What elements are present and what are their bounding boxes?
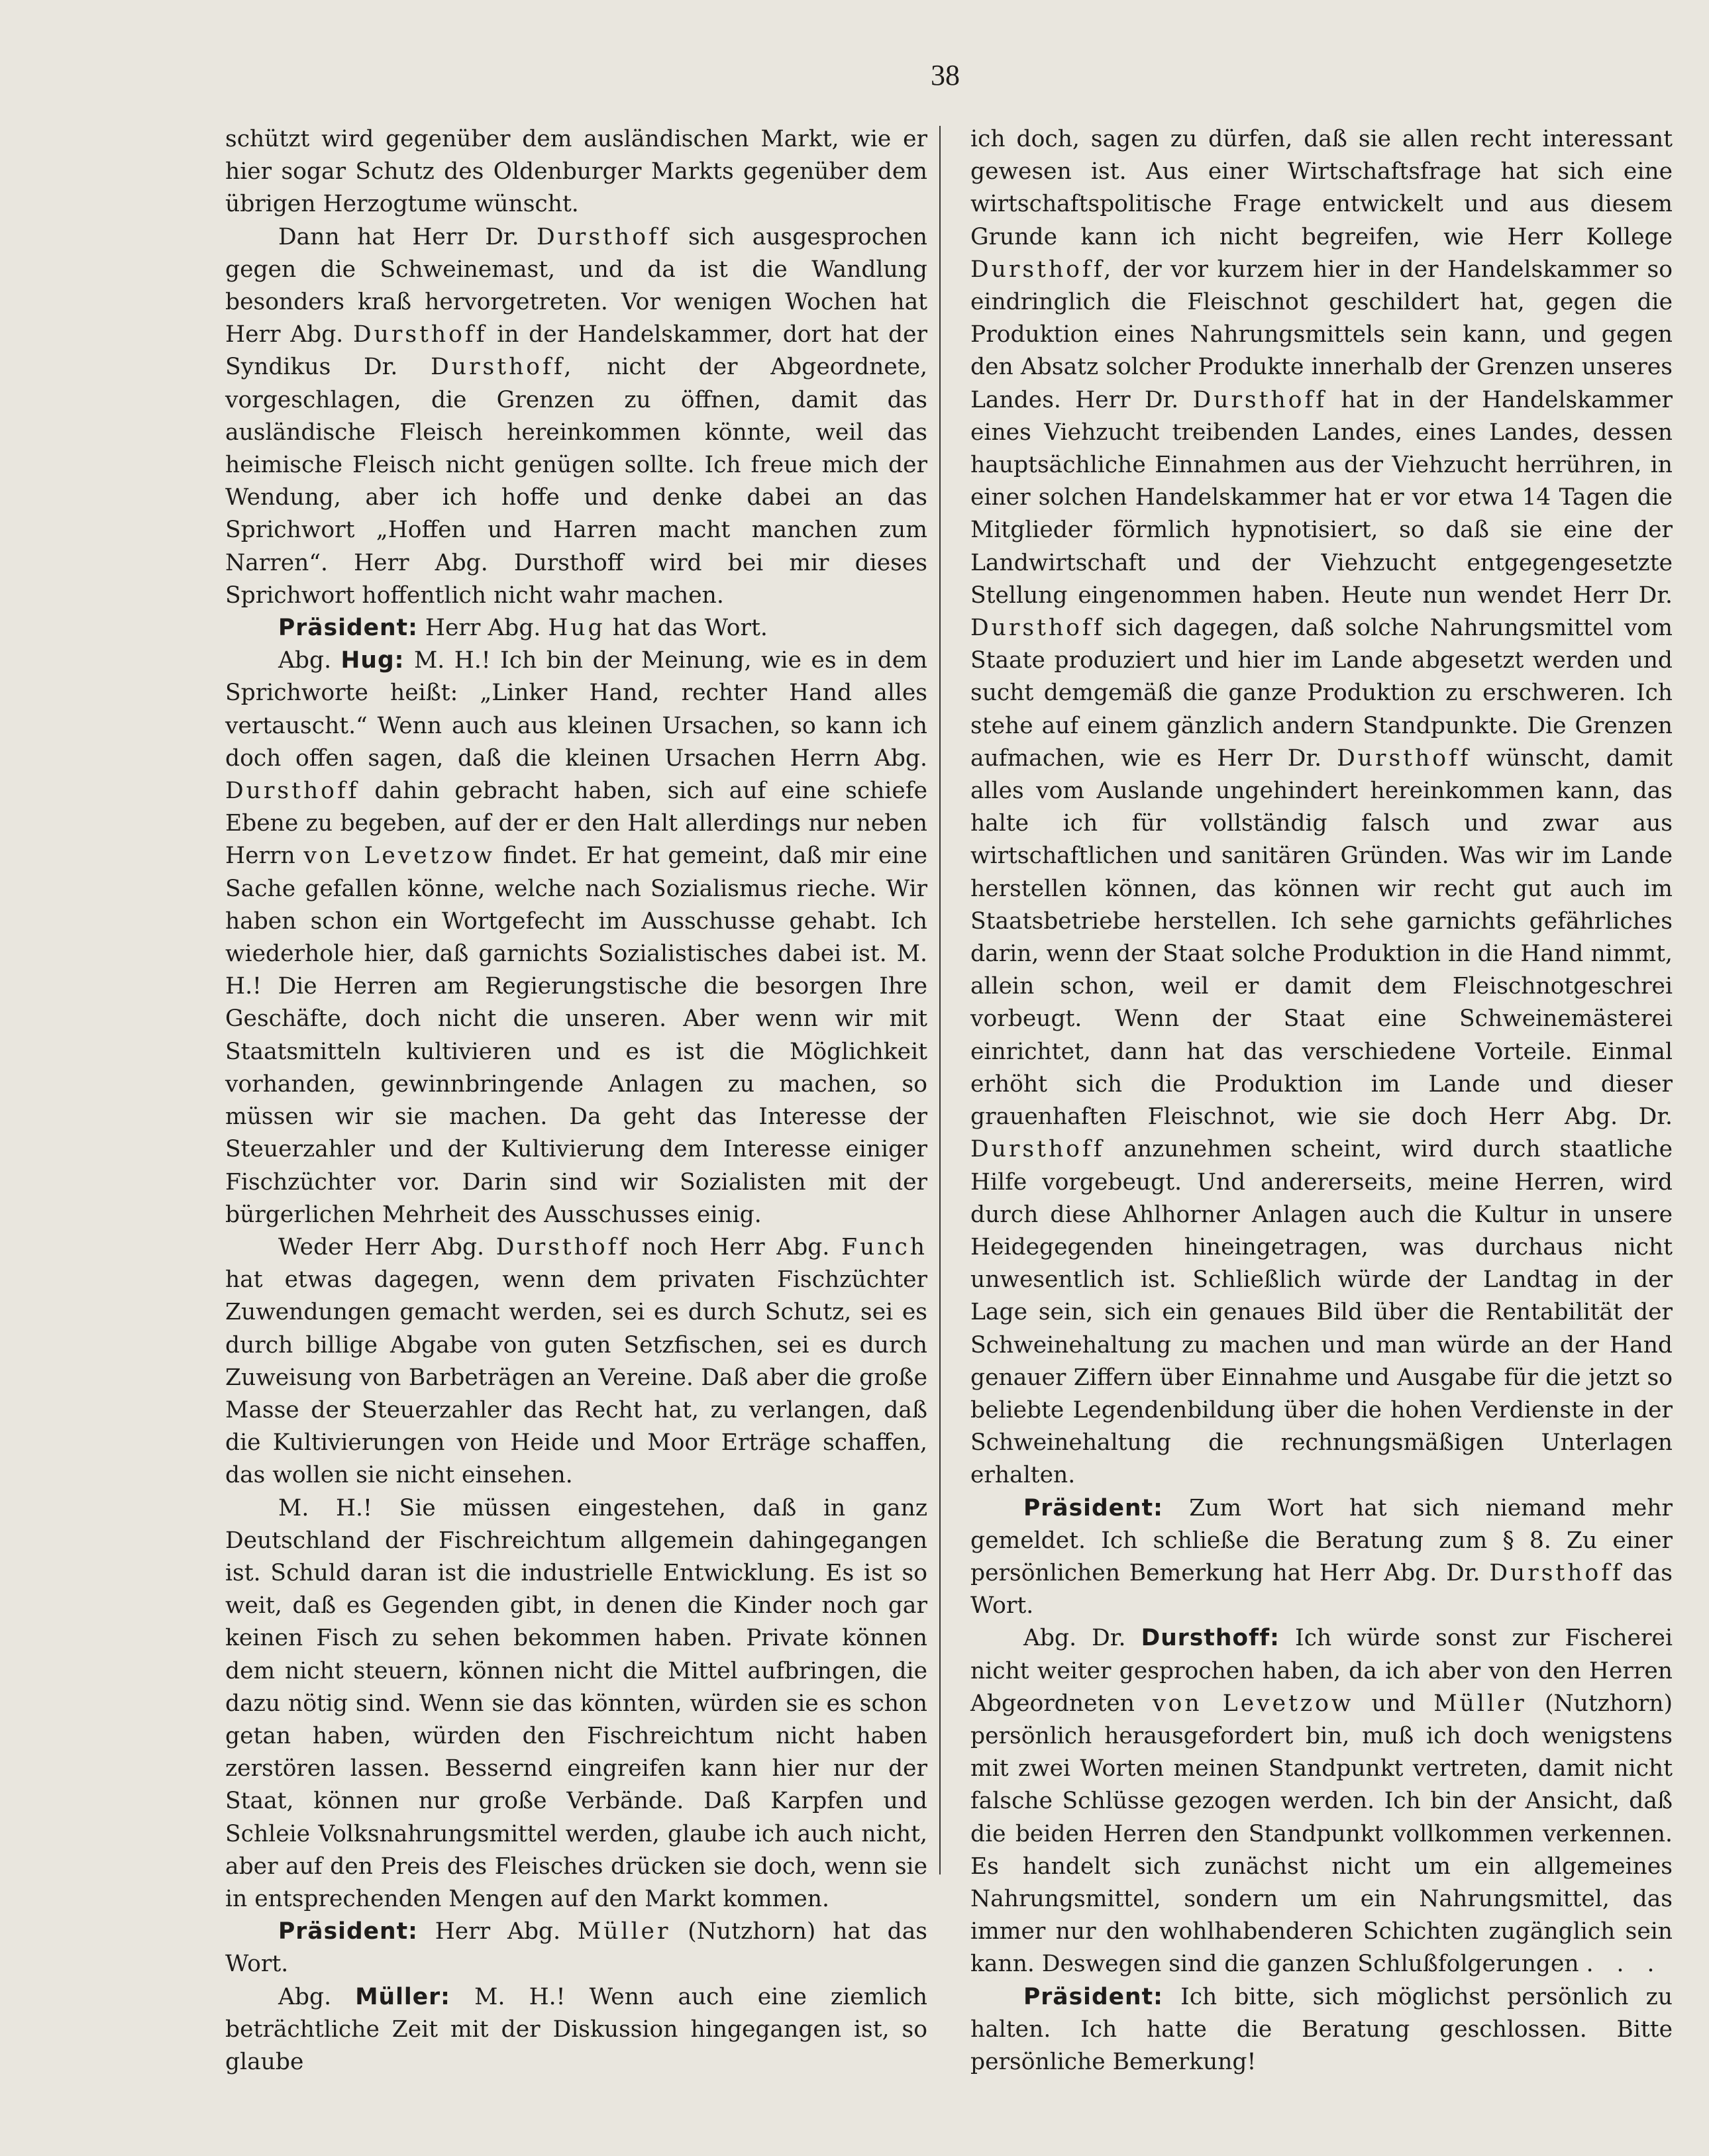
name-spaced: Dursthoff <box>970 1136 1105 1163</box>
speaker-label: Präsident: <box>1023 1983 1163 2010</box>
name-spaced: von Levetzow <box>303 843 495 870</box>
speaker-label: Müller: <box>355 1983 450 2010</box>
column-divider <box>939 126 941 1874</box>
paragraph: Präsident: Zum Wort hat sich niemand mehr gemeldet. Ich schließe die Beratung zum § 8. Zu einer persönlichen Bemerkung hat Herr Abg. Dr. Dursthoff das Wort. <box>970 1494 1673 1619</box>
right-column <box>970 123 1673 2079</box>
name-spaced: Hug <box>548 615 605 642</box>
paragraph: ich doch, sagen zu dürfen, daß sie allen recht interessant gewesen ist. Aus einer Wirtschaftsfrage hat sich eine wirtschaftspolitische Frage entwickelt und aus diesem Grunde kann ich nicht begreifen, wie Herr Kollege Dursthoff, der vor kurzem hier in der Handelskammer so eindringlich die Fleischnot geschildert hat, gegen die Produktion eines Nahrungsmittels sein kann, und gegen den Absatz solcher Produkte innerhalb der Grenzen unseres Landes. Herr Dr. Dursthoff hat in der Handelskammer eines Viehzucht treibenden Landes, eines Landes, dessen hauptsächliche Einnahmen aus der Viehzucht herrühren, in einer solchen Handelskammer hat er vor etwa 14 Tagen die Mitglieder förmlich hypnotisiert, so daß sie eine der Landwirtschaft und der Viehzucht entgegengesetzte Stellung eingenommen haben. Heute nun wendet Herr Dr. Dursthoff sich dagegen, daß solche Nahrungsmittel vom Staate produziert und hier im Lande abgesetzt werden und sucht demgemäß die ganze Produktion zu erschweren. Ich stehe auf einem gänzlich andern Standpunkte. Die Grenzen aufmachen, wie es Herr Dr. Dursthoff wünscht, damit alles vom Auslande ungehindert hereinkommen kann, das halte ich für vollständig falsch und zwar aus wirtschaftlichen und sanitären Gründen. Was wir im Lande herstellen können, das können wir recht gut auch im Staatsbetriebe herstellen. Ich sehe garnichts gefährliches darin, wenn der Staat solche Produktion in die Hand nimmt, allein schon, weil er damit dem Fleischnotgeschrei vorbeugt. Wenn der Staat eine Schweinemästerei einrichtet, dann hat das verschiedene Vorteile. Einmal erhöht sich die Produktion im Lande und dieser grauenhaften Fleischnot, wie sie doch Herr Abg. Dr. Dursthoff anzunehmen scheint, wird durch staatliche Hilfe vorgebeugt. Und andererseits, meine Herren, wird durch diese Ahlhorner Anlagen auch die Kultur in unsere Heidegegenden hineingetragen, was durchaus nicht unwesentlich ist. Schließlich würde der Landtag in der Lage sein, sich ein genaues Bild über die Rentabilität der Schweinehaltung zu machen und man würde an der Hand genauer Ziffern über Einnahme und Ausgabe für die jetzt so beliebte Legendenbildung über die hohen Verdienste in der Schweinehaltung die rechnungsmäßigen Unterlagen erhalten. <box>970 126 1673 1489</box>
name-spaced: von Levetzow <box>1153 1690 1354 1717</box>
speaker-label: Dursthoff: <box>1141 1625 1280 1652</box>
name-spaced: Dursthoff <box>1489 1559 1624 1586</box>
name-spaced: Dursthoff <box>537 223 671 250</box>
name-spaced: Dursthoff <box>352 321 488 348</box>
name-spaced: Dursthoff <box>495 1233 631 1260</box>
name-spaced: Dursthoff <box>1337 744 1471 772</box>
paragraph: Dann hat Herr Dr. Dursthoff sich ausgesprochen gegen die Schweinemast, und da ist die Wandlung besonders kraß hervorgetreten. Vor wenigen Wochen hat Herr Abg. Dursthoff in der Handelskammer, dort hat der Syndikus Dr. Dursthoff, nicht der Abgeordnete, vorgeschlagen, die Grenzen zu öffnen, damit das ausländische Fleisch hereinkommen könnte, weil das heimische Fleisch nicht genügen sollte. Ich freue mich der Wendung, aber ich hoffe und denke dabei an das Sprichwort „Hoffen und Harren macht manchen zum Narren“. Herr Abg. Dursthoff wird bei mir dieses Sprichwort hoffentlich nicht wahr machen. <box>225 223 928 609</box>
name-spaced: Dursthoff <box>1192 386 1327 413</box>
speaker-label: Präsident: <box>278 1918 418 1945</box>
paragraph: Präsident: Ich bitte, sich möglichst persönlich zu halten. Ich hatte die Beratung geschlossen. Bitte persönliche Bemerkung! <box>970 1983 1673 2075</box>
name-spaced: Müller <box>577 1918 671 1945</box>
paragraph: Abg. Müller: M. H.! Wenn auch eine ziemlich beträchtliche Zeit mit der Diskussion hingegangen ist, so glaube <box>225 1983 927 2075</box>
page-number: 38 <box>931 59 960 91</box>
paragraph: Abg. Hug: M. H.! Ich bin der Meinung, wie es in dem Sprichworte heißt: „Linker Hand, rechter Hand alles vertauscht.“ Wenn auch aus kleinen Ursachen, so kann ich doch offen sagen, daß die kleinen Ursachen Herrn Abg. Dursthoff dahin gebracht haben, sich auf eine schiefe Ebene zu begeben, auf der er den Halt allerdings nur neben Herrn von Levetzow findet. Er hat gemeint, daß mir eine Sache gefallen könne, welche nach Sozialismus rieche. Wir haben schon ein Wortgefecht im Ausschusse gehabt. Ich wiederhole hier, daß garnichts Sozialistisches dabei ist. M. H.! Die Herren am Regierungstische die besorgen Ihre Geschäfte, doch nicht die unseren. Aber wenn wir mit Staatsmitteln kultivieren und es ist die Möglichkeit vorhanden, gewinnbringende Anlagen zu machen, so müssen wir sie machen. Da geht das Interesse der Steuerzahler und der Kultivierung dem Interesse einiger Fischzüchter vor. Darin sind wir Sozialisten mit der bürgerlichen Mehrheit des Ausschusses einig. <box>225 647 928 1228</box>
name-spaced: Dursthoff <box>970 615 1105 642</box>
speaker-label: Präsident: <box>278 615 418 642</box>
paragraph: Präsident: Herr Abg. Müller (Nutzhorn) hat das Wort. <box>225 1918 928 1978</box>
paragraph: schützt wird gegenüber dem ausländischen Markt, wie er hier sogar Schutz des Oldenburger Markts gegenüber dem übrigen Herzogtume wünscht. <box>225 126 927 218</box>
paragraph: Präsident: Herr Abg. Hug hat das Wort. <box>278 615 768 642</box>
paragraph: Weder Herr Abg. Dursthoff noch Herr Abg. Funch hat etwas dagegen, wenn dem privaten Fischzüchter Zuwendungen gemacht werden, sei es durch Schutz, sei es durch billige Abgabe von guten Setzfischen, sei es durch Zuweisung von Barbeträgen an Vereine. Daß aber die große Masse der Steuerzahler das Recht hat, zu verlangen, daß die Kultivierungen von Heide und Moor Erträge schaffen, das wollen sie nicht einsehen. <box>225 1233 927 1489</box>
name-spaced: Dursthoff <box>225 778 360 805</box>
paragraph: M. H.! Sie müssen eingestehen, daß in ganz Deutschland der Fischreichtum allgemein dahingegangen ist. Schuld daran ist die industrielle Entwicklung. Es ist so weit, daß es Gegenden gibt, in denen die Kinder noch gar keinen Fisch zu sehen bekommen haben. Private können dem nicht steuern, können nicht die Mittel aufbringen, die dazu nötig sind. Wenn sie das könnten, würden sie es schon getan haben, würden den Fischreichtum nicht haben zerstören lassen. Bessernd eingreifen kann hier nur der Staat, können nur große Verbände. Daß Karpfen und Schleie Volksnahrungsmittel werden, glaube ich auch nicht, aber auf den Preis des Fleisches drücken sie doch, wenn sie in entsprechenden Mengen auf den Markt kommen. <box>225 1494 927 1912</box>
speaker-label: Hug: <box>340 647 405 674</box>
name-spaced: Dursthoff, <box>970 256 1114 283</box>
paragraph: Abg. Dr. Dursthoff: Ich würde sonst zur Fischerei nicht weiter gesprochen haben, da ich aber von den Herren Abgeordneten von Levetzow und Müller (Nutzhorn) persönlich herausgefordert bin, muß ich doch wenigstens mit zwei Worten meinen Standpunkt vertreten, damit nicht falsche Schlüsse gezogen werden. Ich bin der Ansicht, daß die beiden Herren den Standpunkt vollkommen verkennen. Es handelt sich zunächst nicht um ein allgemeines Nahrungsmittel, sondern um ein Nahrungsmittel, das immer nur den wohlhabenderen Schichten zugänglich sein kann. Deswegen sind die ganzen Schlußfolgerungen . . . <box>970 1625 1673 1978</box>
left-column <box>225 123 927 2079</box>
ellipsis: . . . <box>1586 1951 1663 1978</box>
name-spaced: Dursthoff, <box>431 354 574 381</box>
name-spaced: Müller <box>1433 1690 1527 1717</box>
speaker-label: Präsident: <box>1023 1494 1163 1521</box>
name-spaced: Funch <box>841 1233 927 1260</box>
